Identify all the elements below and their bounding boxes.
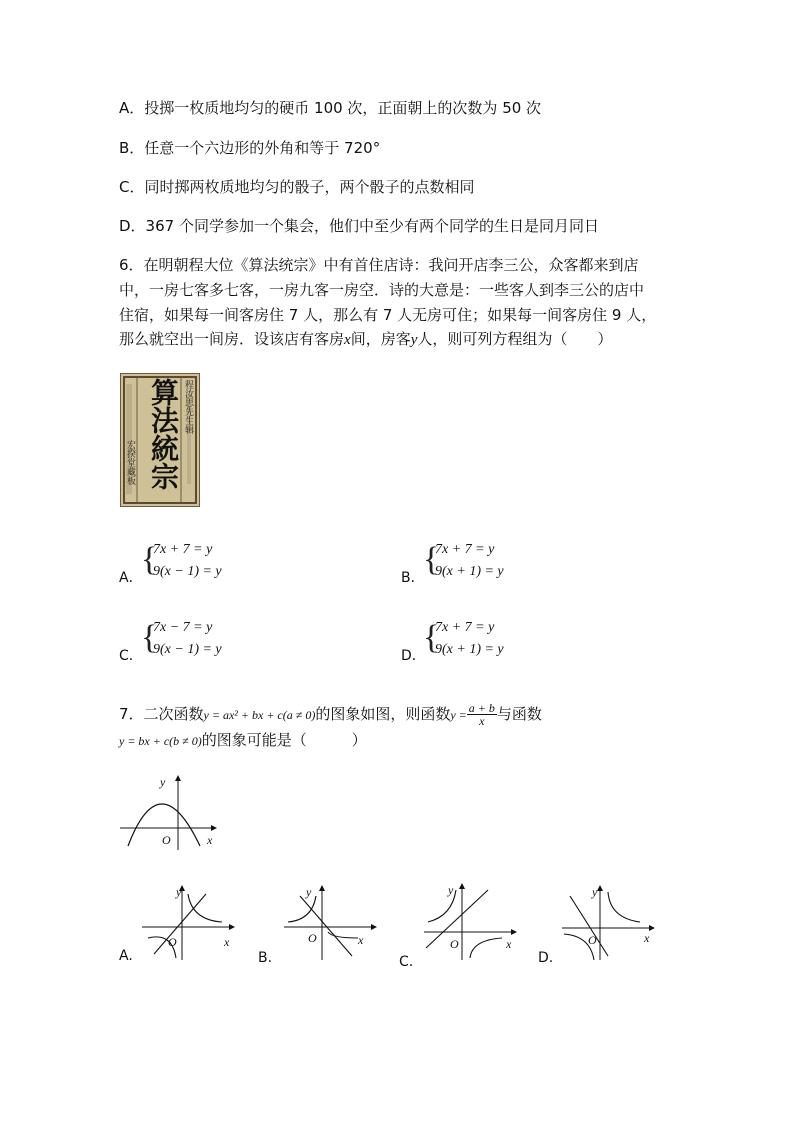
q7-option-b-graph [282,882,382,962]
q7-option-d-origin: O [588,933,597,947]
q7-option-b-origin: O [308,931,317,945]
q7-fraction-denominator: x [479,714,485,728]
q6-choice-d-system [423,618,543,662]
q7-option-d-label: D. [538,950,554,966]
q6-stem-part-c: 人，则可列方程组为（ ） [417,330,613,348]
q6-choice-b-eq2: 9(x + 1) = y [435,564,504,579]
q6-choice-c-label: C． [119,648,143,664]
q6-stem-line-2: 中，一房七客多七客，一房九客一房空．诗的大意是：一些客人到李三公的店中 [119,281,645,299]
q5-option-d: D．367 个同学参加一个集会，他们中至少有两个同学的生日是同月同日 [119,217,599,235]
q7-fraction-numerator: a + b [468,701,495,715]
q7-option-d-axis-x: x [644,931,650,945]
q7-mid: 的图象如图，则函数 [315,705,451,723]
q7-quadratic: y = ax² + bx + c(a ≠ 0) [203,708,316,722]
q6-stem-line-4 [119,329,612,350]
q7-option-b-axis-y: y [306,885,312,899]
q6-choice-c-system [141,618,261,662]
q7-suffix: 的图象可能是（ ） [201,731,367,749]
parabola-axis-y-label: y [160,775,166,789]
brace-icon: { [423,541,440,578]
q7-option-b-label: B. [258,950,273,966]
q6-choice-b-system [423,540,543,584]
q7-option-d-axis-y: y [592,885,598,899]
var-x: x [344,332,351,348]
q6-choice-a-label: A． [119,570,143,586]
q7-option-d-graph [560,882,660,962]
q7-option-b-axis-x: x [358,933,364,947]
q6-stem-part-a: 那么就空出一间房．设该店有客房 [119,330,345,348]
q7-option-a-label: A. [119,948,133,964]
var-y: y [410,332,418,348]
q5-option-b: B．任意一个六边形的外角和等于 720° [119,139,381,157]
q5-option-c: C．同时掷两枚质地均匀的骰子，两个骰子的点数相同 [119,178,475,196]
q6-stem-part-b: 间，房客 [350,330,411,348]
q7-prefix: 7．二次函数 [119,705,204,723]
q6-choice-a-eq2: 9(x − 1) = y [153,564,222,579]
q7-linear: y = bx + c(b ≠ 0) [119,734,202,748]
brace-icon: { [141,541,158,578]
q6-choice-d-eq2: 9(x + 1) = y [435,642,504,657]
brace-icon: { [423,619,440,656]
parabola-axis-x-label: x [207,833,213,847]
q6-stem-line-1: 6．在明朝程大位《算法统宗》中有首住店诗：我问开店李三公，众客都来到店 [119,256,639,274]
q7-and: 与函数 [496,705,542,723]
q7-option-c-axis-y: y [448,883,454,897]
q7-option-c-label: C. [399,954,414,970]
q6-choice-d-label: D． [401,648,426,664]
book-author-text: 程汝思先生辑 [183,380,193,434]
book-title-text: 算法統宗 [147,378,180,490]
q6-choice-b-eq1: 7x + 7 = y [435,542,495,557]
q5-option-a: A．投掷一枚质地均匀的硬币 100 次，正面朝上的次数为 50 次 [119,99,542,117]
q7-option-a-axis-x: x [224,935,230,949]
q6-choice-d-eq1: 7x + 7 = y [435,620,495,635]
q7-func-y: y = [450,708,467,722]
q7-option-c-origin: O [450,937,459,951]
q7-option-a-origin: O [168,935,177,949]
q6-choice-c-eq1: 7x − 7 = y [153,620,213,635]
q6-choice-c-eq2: 9(x − 1) = y [153,642,222,657]
q6-choice-a-system [141,540,261,584]
q7-stem-line-1 [119,702,542,727]
brace-icon: { [141,619,158,656]
parabola-origin-label: O [162,833,171,847]
q6-choice-a-eq1: 7x + 7 = y [153,542,213,557]
q7-fraction [467,702,497,727]
q6-choice-b-label: B． [401,570,425,586]
suanfa-tongzong-cover-image [120,373,200,507]
q7-stem-line-2 [119,730,367,751]
q7-option-c-axis-x: x [506,937,512,951]
q7-option-a-axis-y: y [176,885,182,899]
q6-stem-line-3: 住宿，如果每一间客房住 7 人，那么有 7 人无房可住；如果每一间客房住 9 人， [119,306,657,324]
book-publisher-text: 宏揆堂藏板 [125,440,135,485]
